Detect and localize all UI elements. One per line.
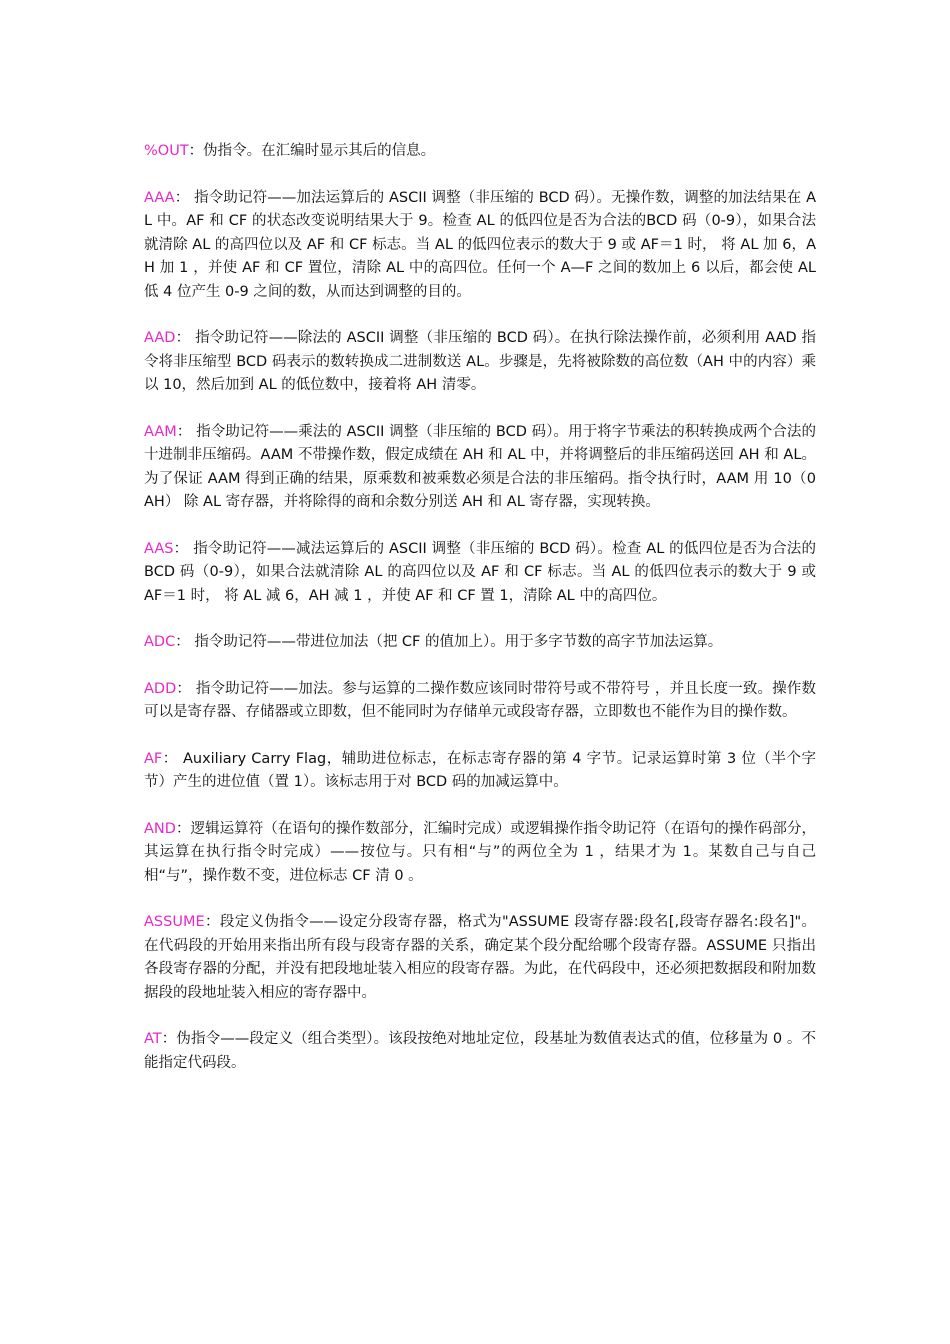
entry-term: ADC [144,634,176,650]
entry-separator: ： [173,540,189,557]
entry-separator: ： [174,189,190,206]
glossary-entry-out [144,140,816,164]
entry-definition: 指令助记符——乘法的 ASCII 调整（非压缩的 BCD 码）。用于将字节乘法的积转换成两个合法的十进制非压缩码。AAM 不带操作数，假定成绩在 AH 和 AL 中，并将调整后的非压缩码送回 AH 和 AL。为了保证 AAM 得到正确的结果，原乘数和被乘数必须是合法的非压缩码。指令执行时，AAM 用 10（0AH） 除 AL 寄存器，并将除得的商和余数分别送 AH 和 AL 寄存器，实现转换。 [144,423,817,510]
entry-definition: 伪指令。在汇编时显示其后的信息。 [203,143,436,159]
glossary-entry-aad [144,327,816,398]
entry-definition: 指令助记符——加法。参与运算的二操作数应该同时带符号或不带符号 ，并且长度一致。操作数可以是寄存器、存储器或立即数，但不能同时为存储单元或段寄存器，立即数也不能作为目的操作数。 [144,680,817,720]
glossary-entry-add [144,678,816,725]
entry-term: AT [144,1031,162,1047]
entry-separator: ： [162,750,178,767]
entry-definition: 指令助记符——减法运算后的 ASCII 调整（非压缩的 BCD 码）。检查 AL 的低四位是否为合法的 BCD 码（0-9），如果合法就清除 AL 的高四位以及 AF 和 CF 标志。当 AL 的低四位表示的数大于 9 或 AF＝1 时， 将 AL 减 6，AH 减 1 ，并使 AF 和 CF 置 1，清除 AL 中的高四位。 [144,540,816,604]
glossary-entry-aaa [144,187,816,305]
entry-definition: Auxiliary Carry Flag，辅助进位标志，在标志寄存器的第 4 字节。记录运算时第 3 位（半个字节）产生的进位值（置 1）。该标志用于对 BCD 码的加减运算中。 [144,750,816,790]
entry-separator: ： [175,330,191,346]
entry-separator: ： [176,680,192,697]
glossary-entry-assume [144,911,816,1005]
entry-term: AND [144,820,176,837]
entry-definition: 伪指令——段定义（组合类型）。该段按绝对地址定位，段基址为数值表达式的值，位移量为 0 。不能指定代码段。 [144,1031,816,1071]
glossary-entry-adc [144,631,816,655]
entry-definition: 指令助记符——带进位加法（把 CF 的值加上）。用于多字节数的高字节加法运算。 [189,634,723,650]
entry-separator: ： [175,634,190,650]
entry-term: AAM [144,423,177,440]
entry-term: AAA [144,189,175,206]
entry-term: AAS [144,540,174,557]
entry-separator: ： [188,143,204,159]
entry-separator: ： [175,820,191,837]
glossary-entry-at [144,1028,816,1075]
glossary-entry-and [144,818,816,889]
glossary-entry-aas [144,538,816,609]
glossary-entry-af [144,748,816,795]
entry-term: AF [144,750,163,767]
entry-definition: 逻辑运算符（在语句的操作数部分，汇编时完成）或逻辑操作指令助记符（在语句的操作码部分，其运算在执行指令时完成）——按位与。只有相“与”的两位全为 1 ，结果才为 1。某数自己与自己相“与”，操作数不变，进位标志 CF 清 0 。 [144,820,816,884]
entry-definition: 指令助记符——除法的 ASCII 调整（非压缩的 BCD 码）。在执行除法操作前，必须利用 AAD 指令将非压缩型 BCD 码表示的数转换成二进制数送 AL。步骤是，先将被除数的高位数（AH 中的内容）乘以 10，然后加到 AL 的低位数中，接着将 AH 清零。 [144,330,817,393]
glossary-entry-aam [144,421,816,515]
entry-term: %OUT [144,143,189,159]
entry-definition: 指令助记符——加法运算后的 ASCII 调整（非压缩的 BCD 码）。无操作数，调整的加法结果在 AL 中。AF 和 CF 的状态改变说明结果大于 9。检查 AL 的低四位是否为合法的BCD 码（0-9），如果合法就清除 AL 的高四位以及 AF 和 CF 标志。当 AL 的低四位表示的数大于 9 或 AF＝1 时， 将 AL 加 6，AH 加 1 ，并使 AF 和 CF 置位，清除 AL 中的高四位。任何一个 A—F 之间的数加上 6 以后，都会使 AL 低 4 位产生 0-9 之间的数，从而达到调整的目的。 [144,189,817,300]
entry-separator: ： [204,914,220,930]
entry-separator: ： [176,423,192,440]
entry-definition: 段定义伪指令——设定分段寄存器，格式为"ASSUME 段寄存器:段名[,段寄存器名:段名]"。在代码段的开始用来指出所有段与段寄存器的关系，确定某个段分配给哪个段寄存器。ASSUME 只指出各段寄存器的分配，并没有把段地址装入相应的段寄存器。为此，在代码段中，还必须把数据段和附加数据段的段地址装入相应的寄存器中。 [144,914,816,1001]
glossary-content [144,140,816,1098]
entry-term: AAD [144,330,176,346]
entry-term: ADD [144,680,177,697]
entry-separator: ： [161,1031,177,1047]
entry-term: ASSUME [144,914,205,930]
